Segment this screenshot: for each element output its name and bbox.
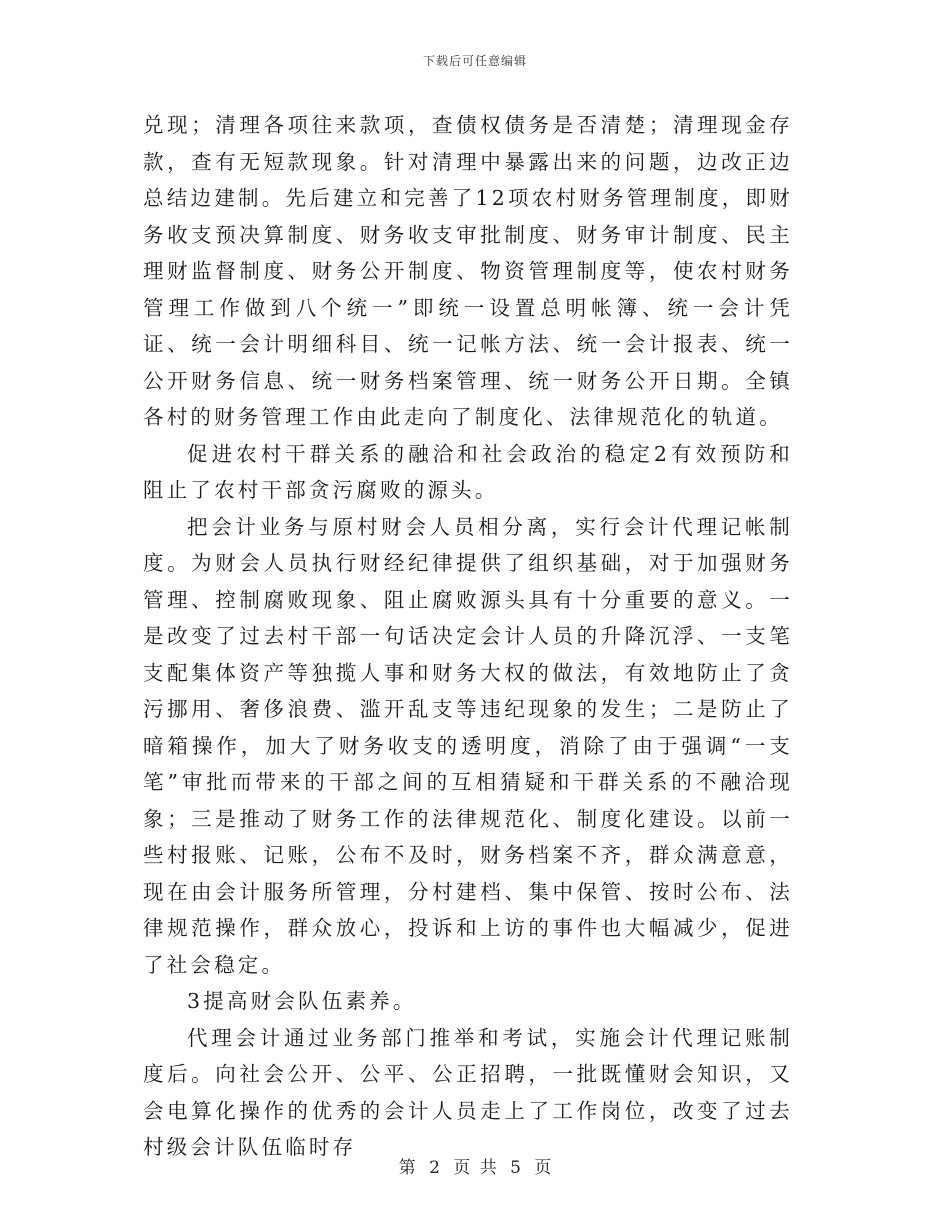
footer-prefix: 第 — [398, 1158, 416, 1178]
page-header-note: 下载后可任意编辑 — [422, 54, 527, 68]
document-body — [143, 107, 793, 1166]
page-number-footer — [0, 1153, 950, 1178]
paragraph-5: 代理会计通过业务部门推举和考试，实施会计代理记账制度后。向社会公开、公平、公正招聘，一批既懂财会知识，又会电算化操作的优秀的会计人员走上了工作岗位，改变了过去村级会计队伍临时存 — [143, 1025, 793, 1159]
footer-current-page: 2 — [429, 1158, 440, 1178]
paragraph-2: 促进农村干群关系的融洽和社会政治的稳定2有效预防和阻止了农村干部贪污腐败的源头。 — [143, 441, 793, 502]
footer-suffix: 页 — [534, 1158, 552, 1178]
paragraph-4: 3提高财会队伍素养。 — [187, 989, 417, 1013]
footer-middle: 页 共 — [453, 1158, 497, 1178]
footer-total-pages: 5 — [510, 1158, 521, 1178]
paragraph-1: 兑现；清理各项往来款项，查债权债务是否清楚；清理现金存款，查有无短款现象。针对清理中暴露出来的问题，边改正边总结边建制。先后建立和完善了12项农村财务管理制度，即财务收支预决算制度、财务收支审批制度、财务审计制度、民主理财监督制度、财务公开制度、物资管理制度等，使农村财务管理工作做到八个统一”即统一设置总明帐簿、统一会计凭证、统一会计明细科目、统一记帐方法、统一会计报表、统一公开财务信息、统一财务档案管理、统一财务公开日期。全镇各村的财务管理工作由此走向了制度化、法律规范化的轨道。 — [143, 113, 793, 429]
paragraph-3: 把会计业务与原村财会人员相分离，实行会计代理记帐制度。为财会人员执行财经纪律提供了组织基础，对于加强财务管理、控制腐败现象、阻止腐败源头具有十分重要的意义。一是改变了过去村干部一句话决定会计人员的升降沉浮、一支笔支配集体资产等独揽人事和财务大权的做法，有效地防止了贪污挪用、奢侈浪费、滥开乱支等违纪现象的发生；二是防止了暗箱操作，加大了财务收支的透明度，消除了由于强调“一支笔”审批而带来的干部之间的互相猜疑和干群关系的不融洽现象；三是推动了财务工作的法律规范化、制度化建设。以前一些村报账、记账，公布不及时，财务档案不齐，群众满意意，现在由会计服务所管理，分村建档、集中保管、按时公布、法律规范操作，群众放心，投诉和上访的事件也大幅减少，促进了社会稳定。 — [143, 514, 793, 977]
